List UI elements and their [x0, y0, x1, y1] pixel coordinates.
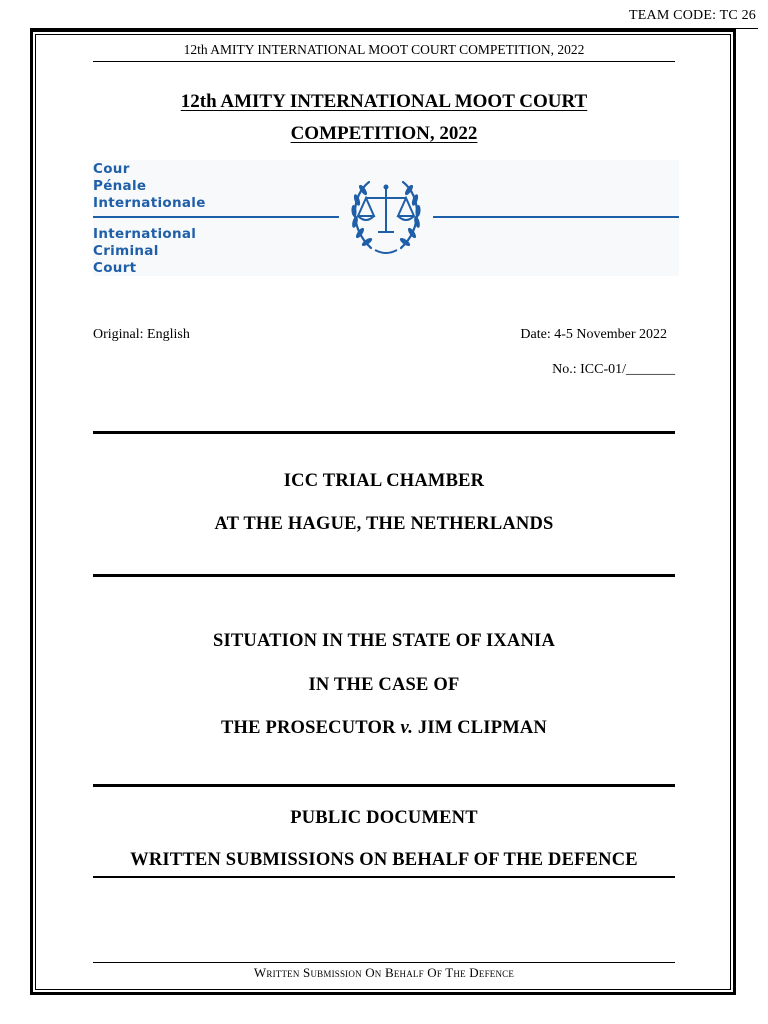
logo-french-name — [93, 161, 206, 212]
section-divider — [93, 431, 675, 434]
hearing-date: Date: 4-5 November 2022 — [520, 327, 667, 342]
competition-title — [93, 86, 675, 150]
logo-divider-right — [433, 216, 679, 218]
case-intro: IN THE CASE OF — [308, 675, 460, 695]
chamber-location: AT THE HAGUE, THE NETHERLANDS — [214, 514, 554, 534]
document-classification: PUBLIC DOCUMENT — [290, 808, 478, 828]
logo-english-name — [93, 226, 196, 277]
logo-text-line: Cour — [93, 161, 130, 177]
logo-text-line: Internationale — [93, 195, 206, 211]
logo-divider-left — [93, 216, 339, 218]
running-header: 12th AMITY INTERNATIONAL MOOT COURT COMPETITION, 2022 — [93, 42, 675, 62]
title-line-1: 12th AMITY INTERNATIONAL MOOT COURT — [180, 91, 588, 112]
submission-title: WRITTEN SUBMISSIONS ON BEHALF OF THE DEFENCE — [93, 850, 675, 878]
case-parties — [93, 718, 675, 739]
logo-text-line: Pénale — [93, 178, 147, 194]
team-code: TEAM CODE: TC 26 — [629, 8, 756, 23]
situation-title: SITUATION IN THE STATE OF IXANIA — [212, 631, 556, 651]
footer-divider — [93, 962, 675, 963]
team-code-bar — [30, 6, 758, 29]
chamber-name: ICC TRIAL CHAMBER — [283, 471, 485, 491]
page-footer: Written Submission On Behalf Of The Defence — [253, 965, 515, 980]
icc-logo — [93, 160, 679, 276]
original-language: Original: English — [93, 327, 190, 342]
logo-text-line: Criminal — [93, 243, 159, 259]
section-divider — [93, 784, 675, 787]
logo-text-line: Court — [93, 260, 137, 276]
case-number: No.: ICC-01/_______ — [552, 362, 675, 377]
title-line-2: COMPETITION, 2022 — [290, 123, 478, 144]
section-divider — [93, 574, 675, 577]
logo-text-line: International — [93, 226, 197, 242]
prosecutor-label: THE PROSECUTOR — [221, 718, 401, 738]
accused-name: JIM CLIPMAN — [413, 718, 547, 738]
scales-of-justice-icon — [339, 170, 433, 260]
versus-label: v. — [400, 718, 414, 738]
